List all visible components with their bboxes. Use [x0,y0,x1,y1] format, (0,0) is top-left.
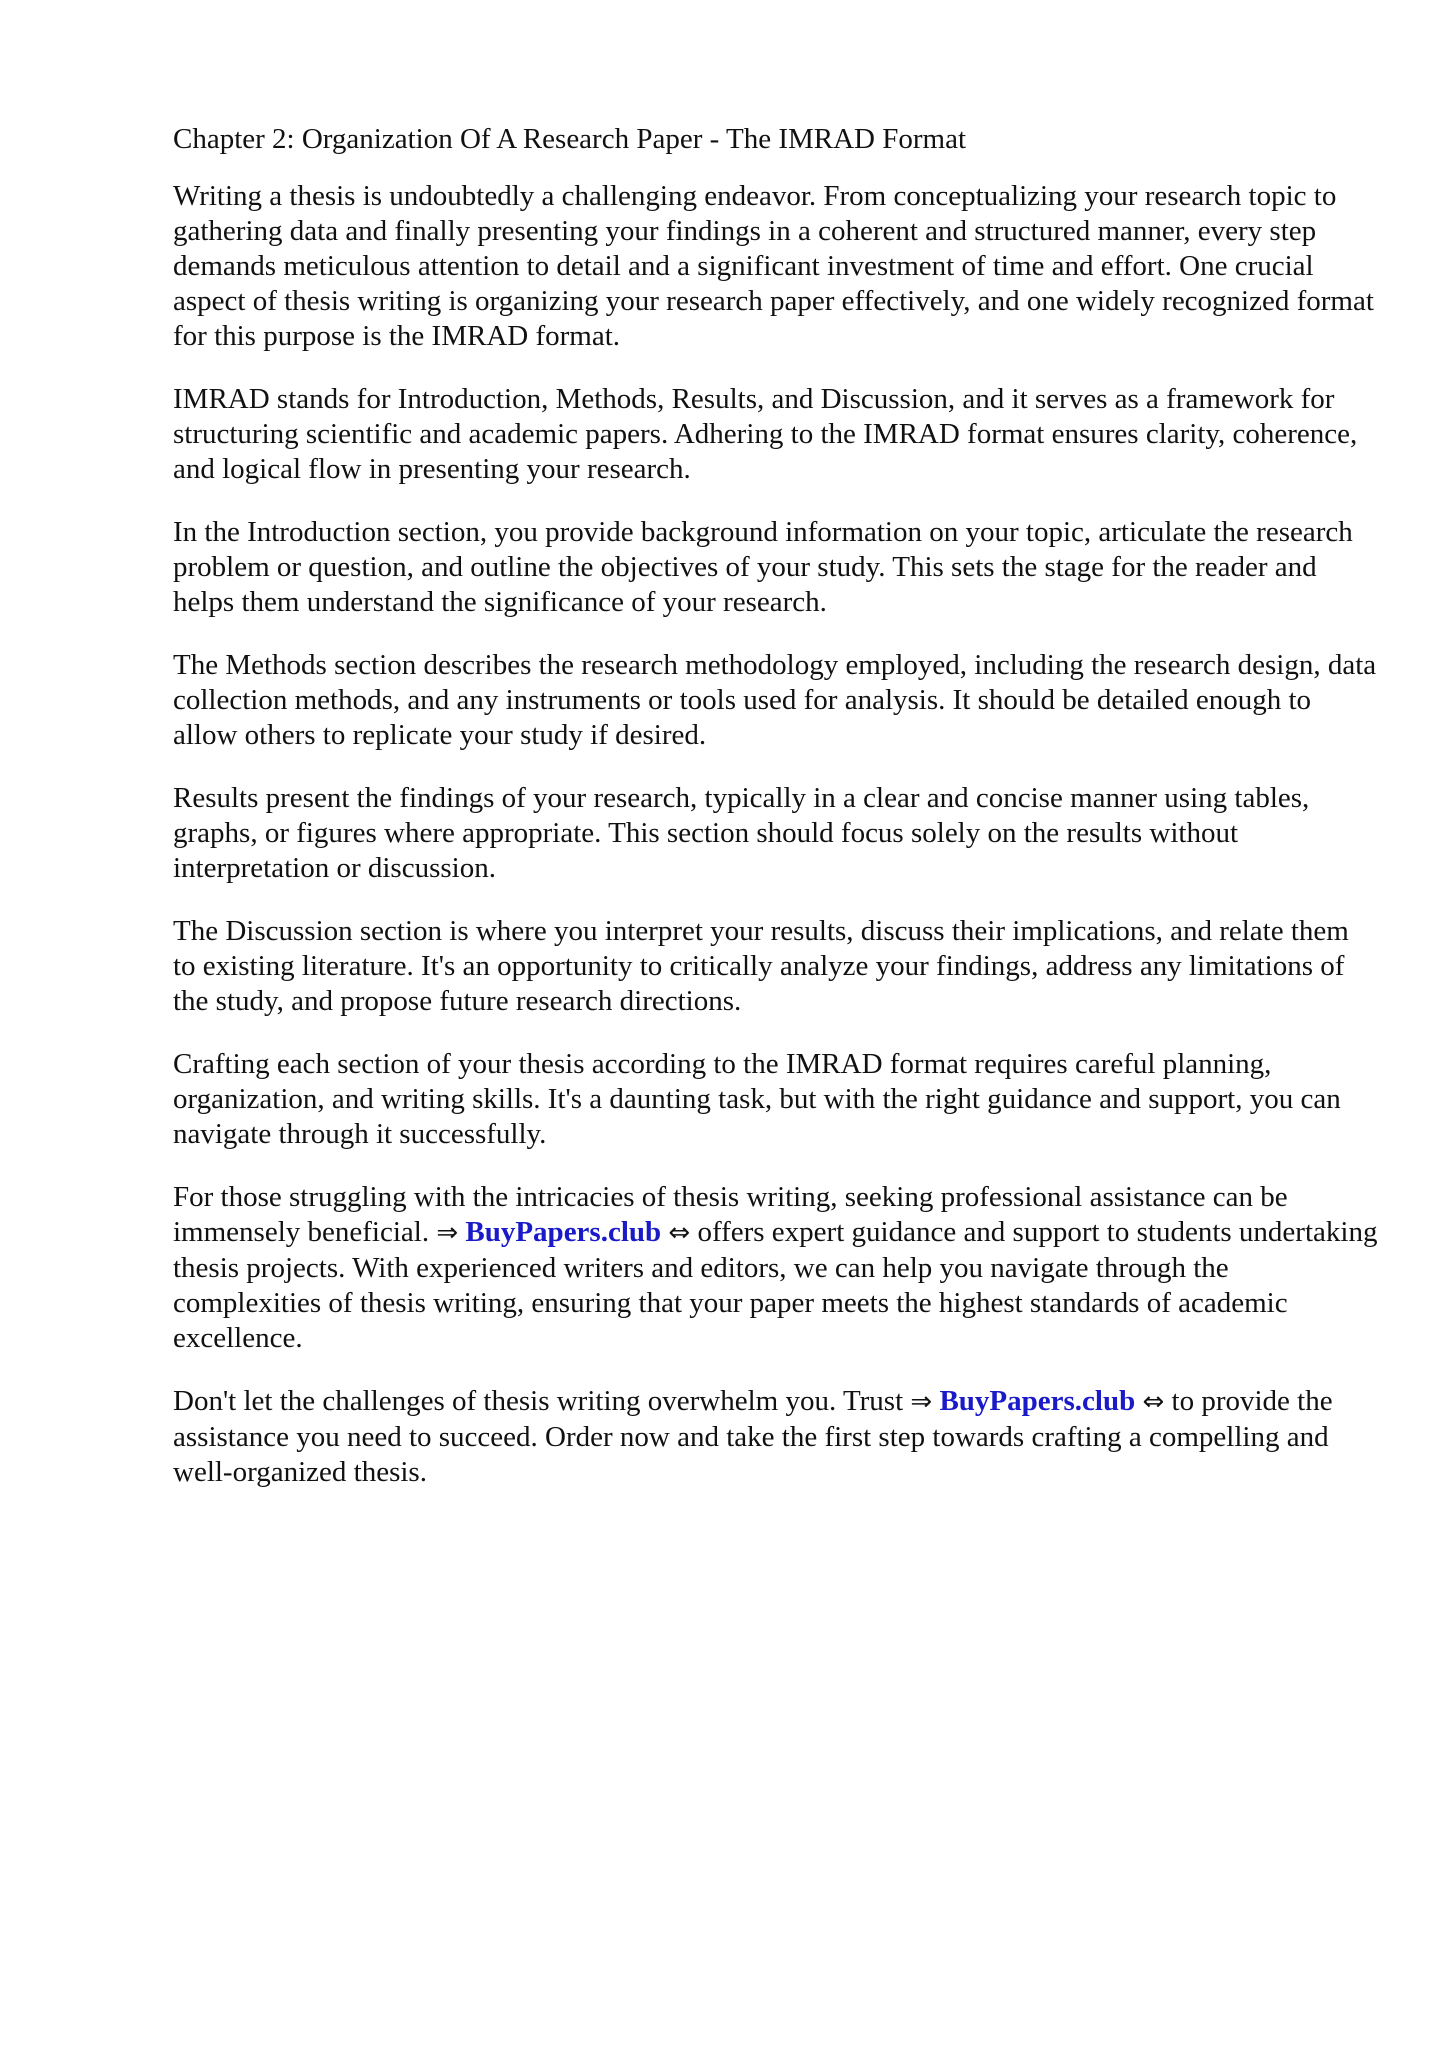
promo-text-before: For those struggling with the intricacies of thesis writing, seeking professional assistance can be immensely beneficial. [173,1181,1288,1248]
paragraph-crafting-sections: Crafting each section of your thesis according to the IMRAD format requires careful planning, organization, and writing skills. It's a daunting task, but with the right guidance and support, you can navigate through it successfully. [173,1048,1341,1150]
paragraph-imrad-definition: IMRAD stands for Introduction, Methods, Results, and Discussion, and it serves as a framework for structuring scientific and academic papers. Adhering to the IMRAD format ensures clarity, coherence, and logical flow in presenting your research. [173,383,1358,485]
promo-text-after: offers expert guidance and support to students undertaking thesis projects. With experienced writers and editors, we can help you navigate through the complexities of thesis writing, ensuring that your paper meets the highest standards of academic excellence. [173,1216,1378,1354]
paragraph-results-section: Results present the findings of your research, typically in a clear and concise manner using tables, graphs, or figures where appropriate. This section should focus solely on the results without interpretation or discussion. [173,782,1310,884]
promo-text-after: to provide the assistance you need to succeed. Order now and take the first step towards crafting a compelling and well-organized thesis. [173,1385,1333,1488]
document-page [173,122,1378,1518]
right-arrow-icon: ⇒ [436,1218,459,1248]
paragraph-intro: Writing a thesis is undoubtedly a challenging endeavor. From conceptualizing your research topic to gathering data and finally presenting your findings in a coherent and structured manner, every step demands meticulous attention to detail and a significant investment of time and effort. One crucial aspect of thesis writing is organizing your research paper effectively, and one widely recognized format for this purpose is the IMRAD format. [173,180,1374,352]
buypapers-link[interactable]: BuyPapers.club [939,1385,1136,1417]
promo-text-before: Don't let the challenges of thesis writing overwhelm you. Trust [173,1385,904,1417]
double-arrow-icon: ⇔ [668,1218,691,1248]
paragraph-introduction-section: In the Introduction section, you provide background information on your topic, articulate the research problem or question, and outline the objectives of your study. This sets the stage for the reader and helps them understand the significance of your research. [173,516,1353,618]
paragraph-methods-section: The Methods section describes the research methodology employed, including the research design, data collection methods, and any instruments or tools used for analysis. It should be detailed enough to allow others to replicate your study if desired. [173,649,1377,751]
double-arrow-icon: ⇔ [1142,1387,1165,1417]
right-arrow-icon: ⇒ [910,1387,933,1417]
buypapers-link[interactable]: BuyPapers.club [465,1216,662,1248]
document-title: Chapter 2: Organization Of A Research Paper - The IMRAD Format [173,123,967,155]
paragraph-promo-assistance [173,1180,1378,1356]
paragraph-promo-trust [173,1384,1378,1490]
paragraph-discussion-section: The Discussion section is where you interpret your results, discuss their implications, and relate them to existing literature. It's an opportunity to critically analyze your findings, address any limitations of the study, and propose future research directions. [173,915,1349,1017]
